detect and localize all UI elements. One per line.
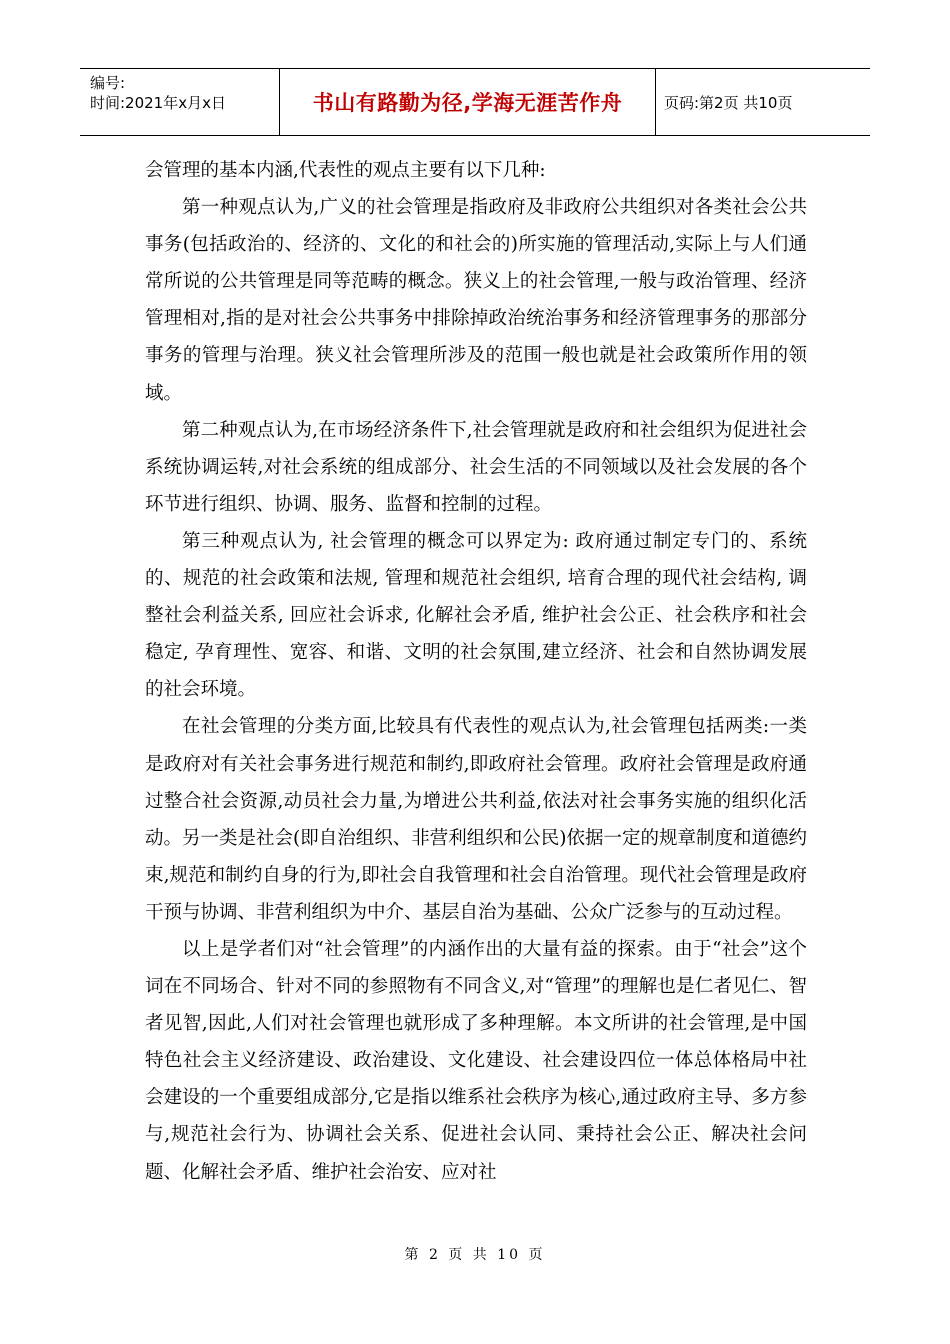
header-time-label: 时间:2021年x月x日 bbox=[90, 94, 226, 112]
header-page-info: 页码:第2页 共10页 bbox=[664, 93, 793, 112]
paragraph-continuation: 会管理的基本内涵,代表性的观点主要有以下几种: bbox=[145, 160, 546, 181]
page-footer: 第 2 页 共 10 页 bbox=[404, 1247, 546, 1263]
header-motto: 书山有路勤为径,学海无涯苦作舟 bbox=[280, 69, 656, 135]
paragraph: 第一种观点认为,广义的社会管理是指政府及非政府公共组织对各类社会公共事务(包括政治的、经济的、文化的和社会的)所实施的管理活动,实际上与人们通常所说的公共管理是同等范畴的概念。狭义上的社会管理,一般与政治管理、经济管理相对,指的是对社会公共事务中排除掉政治统治事务和经济管理事务的那部分事务的管理与治理。狭义社会管理所涉及的范围一般也就是社会政策所作用的领域。 bbox=[145, 197, 807, 404]
paragraph: 第二种观点认为,在市场经济条件下,社会管理就是政府和社会组织为促进社会系统协调运转,对社会系统的组成部分、社会生活的不同领域以及社会发展的各个环节进行组织、协调、服务、监督和控制的过程。 bbox=[145, 419, 807, 515]
document-body bbox=[145, 152, 807, 1191]
paragraph: 在社会管理的分类方面,比较具有代表性的观点认为,社会管理包括两类:一类是政府对有关社会事务进行规范和制约,即政府社会管理。政府社会管理是政府通过整合社会资源,动员社会力量,为增进公共利益,依法对社会事务实施的组织化活动。另一类是社会(即自治组织、非营利组织和公民)依据一定的规章制度和道德约束,规范和制约自身的行为,即社会自我管理和社会自治管理。现代社会管理是政府干预与协调、非营利组织为中介、基层自治为基础、公众广泛参与的互动过程。 bbox=[145, 716, 807, 923]
paragraph: 第三种观点认为, 社会管理的概念可以界定为: 政府通过制定专门的、系统的、规范的社会政策和法规, 管理和规范社会组织, 培育合理的现代社会结构, 调整社会利益关系, 回应社会诉求, 化解社会矛盾, 维护社会公正、社会秩序和社会稳定, 孕育理性、宽容、和谐、文明的社会氛围,建立经济、社会和自然协调发展的社会环境。 bbox=[145, 530, 807, 701]
header-meta bbox=[80, 69, 280, 135]
header-number-label: 编号: bbox=[90, 74, 126, 92]
paragraph: 以上是学者们对“社会管理”的内涵作出的大量有益的探索。由于“社会”这个词在不同场合、针对不同的参照物有不同含义,对“管理”的理解也是仁者见仁、智者见智,因此,人们对社会管理也就形成了多种理解。本文所讲的社会管理,是中国特色社会主义经济建设、政治建设、文化建设、社会建设四位一体总体格局中社会建设的一个重要组成部分,它是指以维系社会秩序为核心,通过政府主导、多方参与,规范社会行为、协调社会关系、促进社会认同、秉持社会公正、解决社会问题、化解社会矛盾、维护社会治安、应对社 bbox=[145, 938, 807, 1183]
page-header bbox=[80, 68, 870, 136]
